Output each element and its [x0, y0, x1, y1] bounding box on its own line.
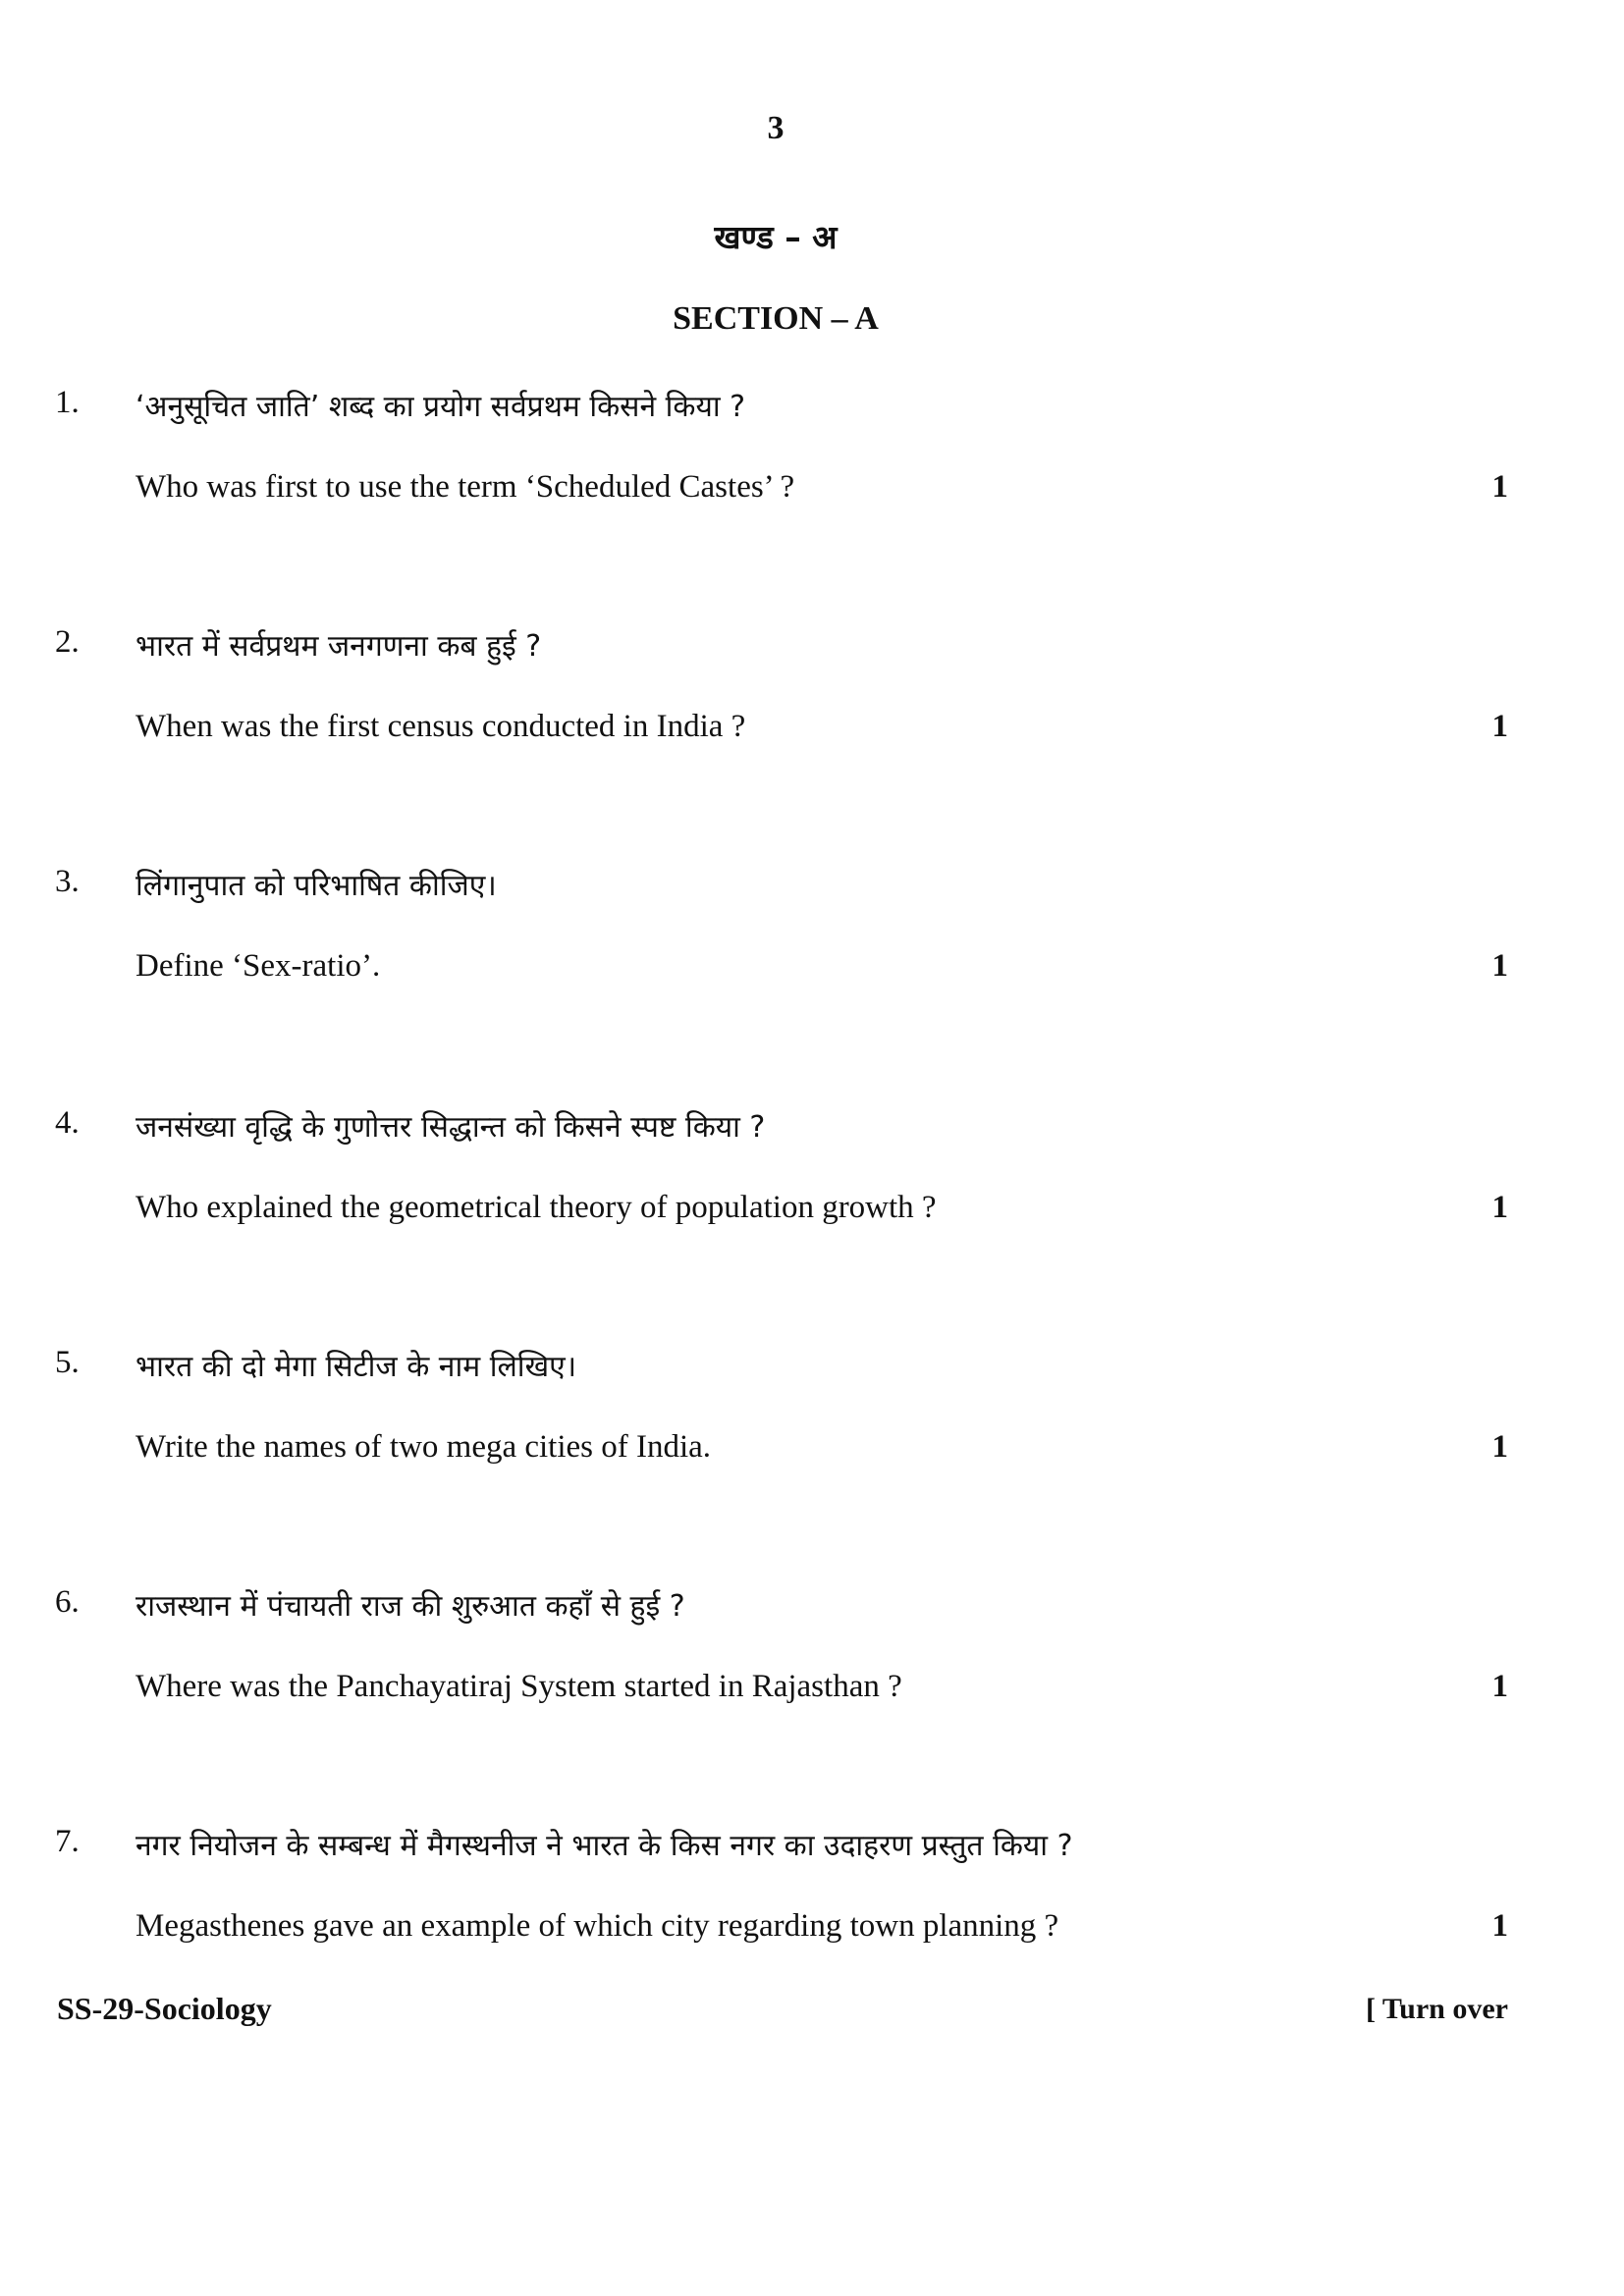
question-text-hindi: लिंगानुपात को परिभाषित कीजिए।: [135, 869, 497, 903]
question-marks: 1: [1491, 1429, 1508, 1465]
question-number: 7.: [55, 1824, 80, 1859]
question-text-english: Who was first to use the term ‘Scheduled Castes’ ?: [135, 469, 795, 505]
question-6: [55, 1584, 1508, 1722]
question-number: 4.: [55, 1105, 80, 1141]
question-text-hindi: जनसंख्या वृद्धि के गुणोत्तर सिद्धान्त को किसने स्पष्ट किया ?: [135, 1110, 766, 1145]
question-text-hindi: भारत में सर्वप्रथम जनगणना कब हुई ?: [135, 629, 542, 664]
question-4: [55, 1105, 1508, 1243]
question-2: [55, 624, 1508, 762]
question-5: [55, 1345, 1508, 1482]
question-text-hindi: भारत की दो मेगा सिटीज के नाम लिखिए।: [135, 1350, 577, 1384]
question-text-english: When was the first census conducted in India ?: [135, 709, 746, 744]
question-text-english: Define ‘Sex-ratio’.: [135, 948, 381, 984]
section-title-english: SECTION – A: [673, 300, 879, 337]
question-text-hindi: नगर नियोजन के सम्बन्ध में मैगस्थनीज ने भारत के किस नगर का उदाहरण प्रस्तुत किया ?: [135, 1829, 1073, 1863]
question-number: 5.: [55, 1345, 80, 1380]
question-marks: 1: [1491, 948, 1508, 984]
section-title-hindi: खण्ड – अ: [714, 218, 838, 256]
question-number: 1.: [55, 385, 80, 420]
page-number: 3: [767, 110, 785, 146]
question-7: [55, 1824, 1508, 1961]
turn-over-note: [ Turn over: [1365, 1993, 1508, 2025]
question-text-hindi: ‘अनुसूचित जाति’ शब्द का प्रयोग सर्वप्रथम किसने किया ?: [135, 390, 746, 424]
question-1: [55, 385, 1508, 522]
question-marks: 1: [1491, 1908, 1508, 1944]
question-3: [55, 864, 1508, 1001]
question-text-english: Megasthenes gave an example of which city regarding town planning ?: [135, 1908, 1059, 1944]
question-marks: 1: [1491, 1190, 1508, 1225]
question-text-english: Where was the Panchayatiraj System started in Rajasthan ?: [135, 1669, 902, 1704]
question-marks: 1: [1491, 709, 1508, 744]
question-text-english: Write the names of two mega cities of India.: [135, 1429, 712, 1465]
question-marks: 1: [1491, 1669, 1508, 1704]
question-text-english: Who explained the geometrical theory of population growth ?: [135, 1190, 937, 1225]
question-number: 3.: [55, 864, 80, 899]
question-text-hindi: राजस्थान में पंचायती राज की शुरुआत कहाँ से हुई ?: [135, 1589, 685, 1624]
question-marks: 1: [1491, 469, 1508, 505]
question-number: 2.: [55, 624, 80, 660]
question-number: 6.: [55, 1584, 80, 1620]
paper-code: SS-29-Sociology: [57, 1991, 272, 2026]
